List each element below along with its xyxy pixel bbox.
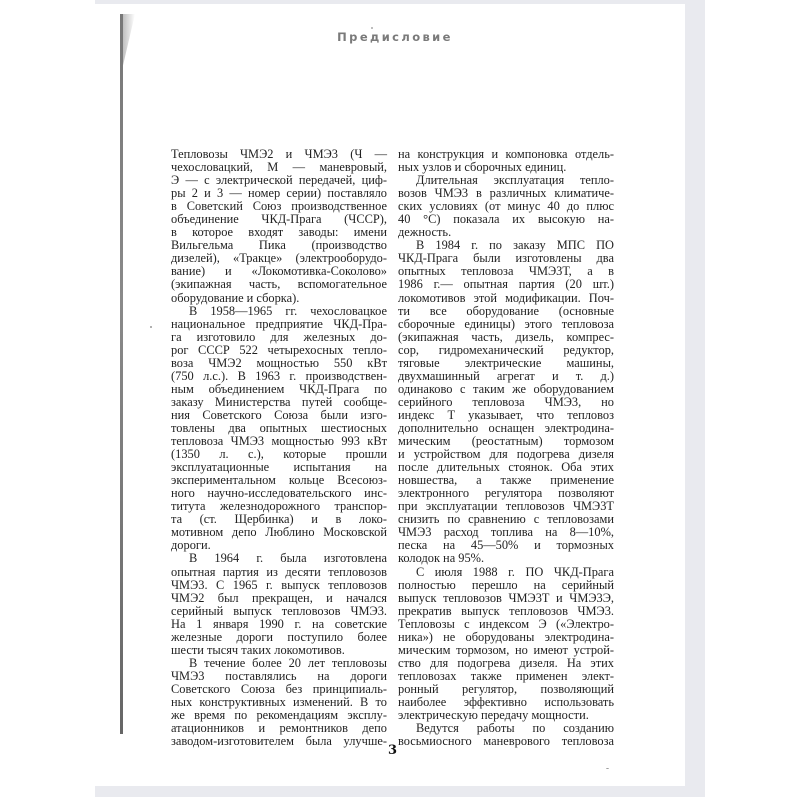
text-line: на конструкция и компоновка отдель- bbox=[398, 147, 614, 161]
text-line: 1986 г.— опытная партия (20 шт.) bbox=[398, 277, 614, 292]
text-line: ры 2 и 3 — номер серии) поставляло bbox=[171, 186, 387, 201]
text-line: новшества, а также применение bbox=[398, 473, 614, 488]
text-line: двухмашинный агрегат и т. д.) bbox=[398, 368, 614, 383]
text-line: Длительная эксплуатация тепло- bbox=[416, 173, 614, 188]
text-line: опытная партия из десяти тепловозов bbox=[171, 564, 387, 579]
text-line: серийного тепловоза ЧМЭ3, но bbox=[398, 394, 614, 409]
text-line: снизить по сравнению с тепловозами bbox=[398, 512, 614, 527]
text-line: ЧМЭ3 расход топлива на 8—10%, bbox=[398, 525, 614, 540]
text-line: В 1964 г. была изготовлена bbox=[189, 551, 387, 566]
text-line: ных узлов и сборочных единиц. bbox=[398, 160, 567, 175]
text-line: рог СССР 522 четырехосных тепло- bbox=[171, 342, 387, 357]
scan-speck bbox=[150, 326, 152, 328]
text-line: железные дороги поступило более bbox=[171, 629, 387, 644]
page-title: Предисловие bbox=[337, 30, 453, 44]
text-line: 40 °С) показала их высокую на- bbox=[398, 212, 614, 227]
text-line: индекс Т указывает, что тепловоз bbox=[398, 407, 614, 422]
text-line: ного научно-исследовательского инс- bbox=[171, 486, 387, 501]
text-line: экспериментальном кольце Всесоюз- bbox=[171, 473, 387, 488]
book-spine-shadow bbox=[120, 14, 123, 734]
text-line: шести тысяч таких локомотивов. bbox=[171, 642, 345, 657]
text-line: ника») не оборудованы электродина- bbox=[398, 629, 614, 644]
text-line: локомотивов этой модификации. Поч- bbox=[398, 290, 614, 305]
text-line: ным объединением ЧКД-Прага по bbox=[171, 381, 387, 396]
text-line: тепловоза ЧМЭ3 мощностью 993 кВт bbox=[171, 434, 387, 449]
text-line: дежность. bbox=[398, 225, 452, 240]
text-line: (экипажная часть, дизель, компрес- bbox=[398, 329, 614, 344]
text-line: (750 л.с.). В 1963 г. производствен- bbox=[171, 368, 387, 383]
text-line: Э — с электрической передачей, циф- bbox=[171, 173, 387, 188]
text-line: ЧКД-Прага были изготовлены два bbox=[398, 251, 614, 266]
text-line: эксплуатационные испытания на bbox=[171, 460, 387, 475]
text-line: (экипажная часть, вспомогательное bbox=[171, 277, 387, 292]
text-line: полностью перешло на серийный bbox=[398, 577, 614, 592]
text-line: национальное предприятие ЧКД-Пра- bbox=[171, 316, 387, 331]
text-line: после длительных стоянок. Оба этих bbox=[398, 460, 614, 475]
text-line: (1350 л. с.), которые прошли bbox=[171, 447, 387, 462]
text-line: ЧМЭ2 был прекращен, и начался bbox=[171, 590, 387, 605]
text-line: В 1958—1965 гг. чехословацкое bbox=[189, 303, 387, 318]
text-line: возов ЧМЭ3 в различных климатиче- bbox=[398, 186, 614, 201]
text-line: мическим (реостатным) тормозом bbox=[398, 434, 614, 449]
text-line: одинаково с таким же оборудованием bbox=[398, 381, 614, 396]
text-line: воза ЧМЭ2 мощностью 550 кВт bbox=[171, 355, 387, 370]
text-line: восьмиосного маневрового тепловоза bbox=[398, 734, 614, 749]
text-line: чехословацкий, М — маневровый, bbox=[171, 160, 387, 175]
text-line: В течение более 20 лет тепловозы bbox=[189, 655, 387, 670]
page-number: 3 bbox=[388, 743, 398, 758]
text-line: серийный выпуск тепловозов ЧМЭ3. bbox=[171, 603, 387, 618]
text-line: Тепловозы ЧМЭ2 и ЧМЭ3 (Ч — bbox=[171, 147, 387, 161]
text-line: атационников и ремонтников депо bbox=[171, 721, 387, 736]
text-line: в Советский Союз производственное bbox=[171, 199, 387, 214]
text-line: сор, гидромеханический редуктор, bbox=[398, 342, 614, 357]
text-line: ных конструктивных изменений. В то bbox=[171, 694, 387, 709]
text-line: прекратив выпуск тепловозов ЧМЭ3. bbox=[398, 603, 614, 618]
text-line: при эксплуатации тепловозов ЧМЭ3Т bbox=[398, 499, 614, 514]
text-line: тяговые электрические машины, bbox=[398, 355, 614, 370]
right-column bbox=[398, 148, 614, 748]
text-line: наиболее эффективно использовать bbox=[398, 694, 614, 709]
text-line: ЧМЭ3 поставлялись на дороги bbox=[171, 668, 387, 683]
text-line: оборудование и сборка). bbox=[171, 290, 300, 305]
text-line: тепловозах также применен элект- bbox=[398, 668, 614, 683]
scan-speck bbox=[606, 768, 609, 769]
text-line: заказу Министерства путей сообще- bbox=[171, 394, 387, 409]
text-line: ство для подогрева дизеля. На этих bbox=[398, 655, 614, 670]
text-line: ния Советского Союза были изго- bbox=[171, 407, 387, 422]
text-line: выпуск тепловозов ЧМЭ3Т и ЧМЭ3Э, bbox=[398, 590, 614, 605]
text-line: опытных тепловоза ЧМЭ3Т, а в bbox=[398, 264, 614, 279]
text-line: электрическую передачу мощности. bbox=[398, 708, 589, 723]
text-line: ЧМЭ3. С 1965 г. выпуск тепловозов bbox=[171, 577, 387, 592]
text-line: сборочные единицы) этого тепловоза bbox=[398, 316, 614, 331]
text-line: дороги. bbox=[171, 538, 211, 553]
text-line: В 1984 г. по заказу МПС ПО bbox=[416, 238, 614, 253]
text-line: ронный регулятор, позволяющий bbox=[398, 681, 614, 696]
text-line: ти все оборудование (основные bbox=[398, 303, 614, 318]
text-line: и устройством для подогрева дизеля bbox=[398, 447, 614, 462]
text-line: га изготовило для железных до- bbox=[171, 329, 387, 344]
text-line: Советского Союза без принципиаль- bbox=[171, 681, 387, 696]
text-line: колодок на 95%. bbox=[398, 551, 485, 566]
text-line: дополнительно оснащен электродина- bbox=[398, 420, 614, 435]
text-line: мическим тормозом, но имеют устрой- bbox=[398, 642, 614, 657]
text-line: электронного регулятора позволяют bbox=[398, 486, 614, 501]
left-column bbox=[171, 148, 387, 748]
text-line: же время по рекомендациям эксплу- bbox=[171, 708, 387, 723]
text-line: дизелей), «Тракце» (электрооборудо- bbox=[171, 251, 387, 266]
text-line: Тепловозы с индексом Э («Электро- bbox=[398, 616, 614, 631]
text-line: песка на 45—50% и тормозных bbox=[398, 538, 614, 553]
text-line: вание) и «Локомотивка-Соколово» bbox=[171, 264, 387, 279]
scan-speck bbox=[371, 27, 373, 29]
text-line: Вильгельма Пика (производство bbox=[171, 238, 387, 253]
text-line: На 1 января 1990 г. на советские bbox=[171, 616, 387, 631]
text-line: Ведутся работы по созданию bbox=[416, 721, 614, 736]
text-line: объединение ЧКД-Прага (ЧССР), bbox=[171, 212, 387, 227]
text-line: мотивном депо Люблино Московской bbox=[171, 525, 387, 540]
text-line: С июля 1988 г. ПО ЧКД-Прага bbox=[416, 564, 614, 579]
text-line: заводом-изготовителем была улучше- bbox=[171, 734, 387, 749]
text-line: в которое входят заводы: имени bbox=[171, 225, 387, 240]
text-line: товлены два опытных шестиосных bbox=[171, 420, 387, 435]
text-line: ских условиях (от минус 40 до плюс bbox=[398, 199, 614, 214]
text-line: титута железнодорожного транспор- bbox=[171, 499, 387, 514]
text-line: та (ст. Щербинка) и в локо- bbox=[171, 512, 387, 527]
